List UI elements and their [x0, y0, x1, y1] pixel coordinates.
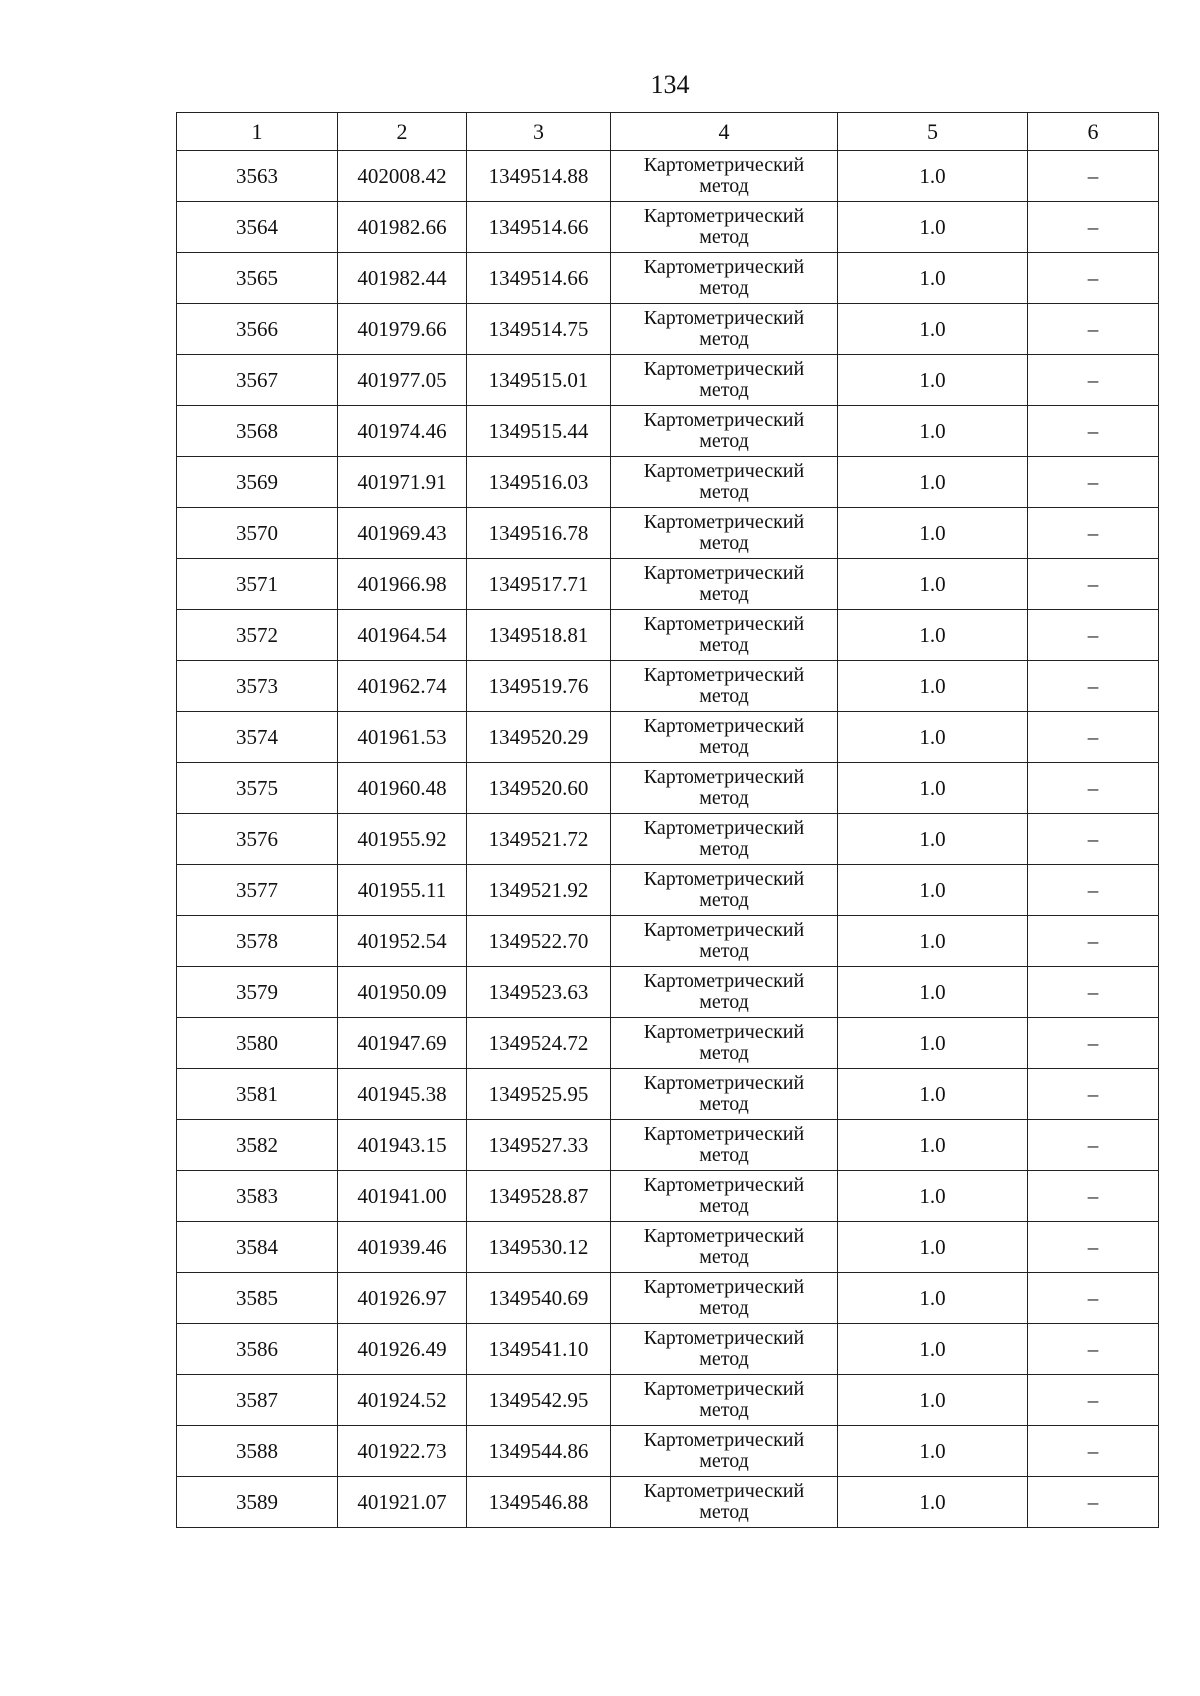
method-line-2: метод: [699, 1246, 749, 1268]
method-line-1: Картометрический: [643, 1378, 805, 1400]
point-number-cell: 3577: [177, 865, 338, 916]
method-line-1: Картометрический: [643, 1174, 805, 1196]
method-line-1: Картометрический: [643, 1072, 805, 1094]
note-cell: –: [1028, 1477, 1159, 1528]
method-line-2: метод: [699, 991, 749, 1013]
precision-cell: 1.0: [838, 1018, 1028, 1069]
point-number-cell: 3583: [177, 1171, 338, 1222]
note-cell: –: [1028, 1069, 1159, 1120]
method-cell: [611, 661, 838, 712]
method-cell: [611, 1324, 838, 1375]
point-number-cell: 3576: [177, 814, 338, 865]
method-line-1: Картометрический: [643, 613, 805, 635]
x-coordinate-cell: 401922.73: [338, 1426, 467, 1477]
method-line-1: Картометрический: [643, 358, 805, 380]
note-cell: –: [1028, 1426, 1159, 1477]
x-coordinate-cell: 401950.09: [338, 967, 467, 1018]
method-cell: [611, 151, 838, 202]
x-coordinate-cell: 401974.46: [338, 406, 467, 457]
method-line-2: метод: [699, 481, 749, 503]
x-coordinate-cell: 401982.44: [338, 253, 467, 304]
table-row: [177, 1375, 1159, 1426]
note-cell: –: [1028, 559, 1159, 610]
precision-cell: 1.0: [838, 865, 1028, 916]
note-cell: –: [1028, 253, 1159, 304]
x-coordinate-cell: 401960.48: [338, 763, 467, 814]
method-line-2: метод: [699, 430, 749, 452]
y-coordinate-cell: 1349524.72: [467, 1018, 611, 1069]
method-cell: [611, 763, 838, 814]
table-row: [177, 610, 1159, 661]
method-line-1: Картометрический: [643, 511, 805, 533]
method-line-1: Картометрический: [643, 817, 805, 839]
y-coordinate-cell: 1349546.88: [467, 1477, 611, 1528]
method-line-1: Картометрический: [643, 562, 805, 584]
column-header: 6: [1028, 113, 1159, 151]
method-line-1: Картометрический: [643, 1480, 805, 1502]
note-cell: –: [1028, 1222, 1159, 1273]
method-cell: [611, 1273, 838, 1324]
x-coordinate-cell: 401926.97: [338, 1273, 467, 1324]
method-line-1: Картометрический: [643, 1225, 805, 1247]
y-coordinate-cell: 1349522.70: [467, 916, 611, 967]
method-line-1: Картометрический: [643, 919, 805, 941]
x-coordinate-cell: 401979.66: [338, 304, 467, 355]
method-line-2: метод: [699, 1042, 749, 1064]
method-line-2: метод: [699, 175, 749, 197]
method-line-2: метод: [699, 1348, 749, 1370]
note-cell: –: [1028, 1324, 1159, 1375]
method-line-1: Картометрический: [643, 460, 805, 482]
table-row: [177, 304, 1159, 355]
y-coordinate-cell: 1349518.81: [467, 610, 611, 661]
method-line-2: метод: [699, 1144, 749, 1166]
y-coordinate-cell: 1349525.95: [467, 1069, 611, 1120]
x-coordinate-cell: 402008.42: [338, 151, 467, 202]
precision-cell: 1.0: [838, 814, 1028, 865]
point-number-cell: 3581: [177, 1069, 338, 1120]
method-cell: [611, 202, 838, 253]
table-row: [177, 967, 1159, 1018]
table-row: [177, 355, 1159, 406]
table-body: [177, 151, 1159, 1528]
precision-cell: 1.0: [838, 457, 1028, 508]
y-coordinate-cell: 1349520.60: [467, 763, 611, 814]
table-row: [177, 712, 1159, 763]
y-coordinate-cell: 1349542.95: [467, 1375, 611, 1426]
y-coordinate-cell: 1349517.71: [467, 559, 611, 610]
point-number-cell: 3573: [177, 661, 338, 712]
method-line-1: Картометрический: [643, 766, 805, 788]
method-cell: [611, 865, 838, 916]
method-cell: [611, 304, 838, 355]
method-cell: [611, 457, 838, 508]
y-coordinate-cell: 1349523.63: [467, 967, 611, 1018]
point-number-cell: 3571: [177, 559, 338, 610]
coordinates-table: [176, 112, 1159, 1528]
note-cell: –: [1028, 661, 1159, 712]
note-cell: –: [1028, 712, 1159, 763]
method-cell: [611, 253, 838, 304]
table-row: [177, 1120, 1159, 1171]
table-row: [177, 661, 1159, 712]
point-number-cell: 3568: [177, 406, 338, 457]
precision-cell: 1.0: [838, 151, 1028, 202]
method-line-2: метод: [699, 328, 749, 350]
precision-cell: 1.0: [838, 1426, 1028, 1477]
method-cell: [611, 1222, 838, 1273]
point-number-cell: 3574: [177, 712, 338, 763]
precision-cell: 1.0: [838, 661, 1028, 712]
point-number-cell: 3575: [177, 763, 338, 814]
method-line-2: метод: [699, 1195, 749, 1217]
method-line-2: метод: [699, 1501, 749, 1523]
method-line-2: метод: [699, 277, 749, 299]
x-coordinate-cell: 401966.98: [338, 559, 467, 610]
table-row: [177, 916, 1159, 967]
method-line-2: метод: [699, 634, 749, 656]
y-coordinate-cell: 1349515.44: [467, 406, 611, 457]
method-line-1: Картометрический: [643, 715, 805, 737]
method-line-2: метод: [699, 379, 749, 401]
precision-cell: 1.0: [838, 1477, 1028, 1528]
point-number-cell: 3564: [177, 202, 338, 253]
x-coordinate-cell: 401964.54: [338, 610, 467, 661]
point-number-cell: 3569: [177, 457, 338, 508]
point-number-cell: 3570: [177, 508, 338, 559]
note-cell: –: [1028, 967, 1159, 1018]
precision-cell: 1.0: [838, 508, 1028, 559]
method-cell: [611, 814, 838, 865]
point-number-cell: 3589: [177, 1477, 338, 1528]
column-header: 5: [838, 113, 1028, 151]
method-line-1: Картометрический: [643, 1123, 805, 1145]
table-row: [177, 253, 1159, 304]
x-coordinate-cell: 401961.53: [338, 712, 467, 763]
method-cell: [611, 712, 838, 763]
precision-cell: 1.0: [838, 610, 1028, 661]
note-cell: –: [1028, 1171, 1159, 1222]
note-cell: –: [1028, 406, 1159, 457]
page-number: 134: [650, 70, 690, 99]
method-cell: [611, 508, 838, 559]
table-row: [177, 865, 1159, 916]
point-number-cell: 3567: [177, 355, 338, 406]
x-coordinate-cell: 401977.05: [338, 355, 467, 406]
point-number-cell: 3584: [177, 1222, 338, 1273]
table-row: [177, 151, 1159, 202]
note-cell: –: [1028, 508, 1159, 559]
method-line-1: Картометрический: [643, 307, 805, 329]
point-number-cell: 3565: [177, 253, 338, 304]
column-header: 4: [611, 113, 838, 151]
note-cell: –: [1028, 814, 1159, 865]
method-cell: [611, 559, 838, 610]
y-coordinate-cell: 1349544.86: [467, 1426, 611, 1477]
table-row: [177, 406, 1159, 457]
x-coordinate-cell: 401945.38: [338, 1069, 467, 1120]
point-number-cell: 3566: [177, 304, 338, 355]
point-number-cell: 3579: [177, 967, 338, 1018]
method-line-2: метод: [699, 787, 749, 809]
table-row: [177, 763, 1159, 814]
point-number-cell: 3572: [177, 610, 338, 661]
y-coordinate-cell: 1349516.03: [467, 457, 611, 508]
method-line-1: Картометрический: [643, 205, 805, 227]
x-coordinate-cell: 401926.49: [338, 1324, 467, 1375]
note-cell: –: [1028, 1273, 1159, 1324]
method-line-1: Картометрический: [643, 256, 805, 278]
table-row: [177, 1426, 1159, 1477]
precision-cell: 1.0: [838, 1273, 1028, 1324]
method-line-2: метод: [699, 1297, 749, 1319]
method-cell: [611, 610, 838, 661]
y-coordinate-cell: 1349527.33: [467, 1120, 611, 1171]
method-cell: [611, 406, 838, 457]
point-number-cell: 3563: [177, 151, 338, 202]
x-coordinate-cell: 401947.69: [338, 1018, 467, 1069]
y-coordinate-cell: 1349521.72: [467, 814, 611, 865]
y-coordinate-cell: 1349521.92: [467, 865, 611, 916]
y-coordinate-cell: 1349541.10: [467, 1324, 611, 1375]
point-number-cell: 3588: [177, 1426, 338, 1477]
y-coordinate-cell: 1349515.01: [467, 355, 611, 406]
table-row: [177, 1069, 1159, 1120]
table-row: [177, 814, 1159, 865]
note-cell: –: [1028, 1018, 1159, 1069]
method-line-1: Картометрический: [643, 154, 805, 176]
x-coordinate-cell: 401941.00: [338, 1171, 467, 1222]
note-cell: –: [1028, 610, 1159, 661]
x-coordinate-cell: 401955.92: [338, 814, 467, 865]
point-number-cell: 3585: [177, 1273, 338, 1324]
method-line-2: метод: [699, 226, 749, 248]
note-cell: –: [1028, 1375, 1159, 1426]
method-line-2: метод: [699, 1450, 749, 1472]
note-cell: –: [1028, 457, 1159, 508]
method-cell: [611, 916, 838, 967]
point-number-cell: 3586: [177, 1324, 338, 1375]
column-header: 3: [467, 113, 611, 151]
table-header-row: [177, 113, 1159, 151]
precision-cell: 1.0: [838, 202, 1028, 253]
precision-cell: 1.0: [838, 253, 1028, 304]
table-row: [177, 559, 1159, 610]
point-number-cell: 3587: [177, 1375, 338, 1426]
x-coordinate-cell: 401921.07: [338, 1477, 467, 1528]
method-line-1: Картометрический: [643, 1429, 805, 1451]
method-cell: [611, 1171, 838, 1222]
x-coordinate-cell: 401939.46: [338, 1222, 467, 1273]
precision-cell: 1.0: [838, 406, 1028, 457]
table-row: [177, 1324, 1159, 1375]
y-coordinate-cell: 1349528.87: [467, 1171, 611, 1222]
precision-cell: 1.0: [838, 355, 1028, 406]
method-line-1: Картометрический: [643, 868, 805, 890]
method-line-2: метод: [699, 838, 749, 860]
method-cell: [611, 1069, 838, 1120]
precision-cell: 1.0: [838, 1324, 1028, 1375]
method-line-2: метод: [699, 1093, 749, 1115]
method-line-1: Картометрический: [643, 1276, 805, 1298]
method-cell: [611, 1426, 838, 1477]
table-row: [177, 508, 1159, 559]
note-cell: –: [1028, 1120, 1159, 1171]
precision-cell: 1.0: [838, 1120, 1028, 1171]
y-coordinate-cell: 1349520.29: [467, 712, 611, 763]
precision-cell: 1.0: [838, 1069, 1028, 1120]
precision-cell: 1.0: [838, 712, 1028, 763]
table-row: [177, 1171, 1159, 1222]
precision-cell: 1.0: [838, 1375, 1028, 1426]
precision-cell: 1.0: [838, 559, 1028, 610]
y-coordinate-cell: 1349514.75: [467, 304, 611, 355]
note-cell: –: [1028, 304, 1159, 355]
x-coordinate-cell: 401952.54: [338, 916, 467, 967]
x-coordinate-cell: 401924.52: [338, 1375, 467, 1426]
table-row: [177, 202, 1159, 253]
table-row: [177, 1273, 1159, 1324]
precision-cell: 1.0: [838, 967, 1028, 1018]
method-line-2: метод: [699, 532, 749, 554]
method-line-2: метод: [699, 583, 749, 605]
table-row: [177, 1018, 1159, 1069]
note-cell: –: [1028, 763, 1159, 814]
precision-cell: 1.0: [838, 763, 1028, 814]
precision-cell: 1.0: [838, 1222, 1028, 1273]
note-cell: –: [1028, 151, 1159, 202]
table-row: [177, 1222, 1159, 1273]
table-row: [177, 1477, 1159, 1528]
method-line-1: Картометрический: [643, 1021, 805, 1043]
x-coordinate-cell: 401962.74: [338, 661, 467, 712]
method-cell: [611, 1120, 838, 1171]
point-number-cell: 3578: [177, 916, 338, 967]
x-coordinate-cell: 401955.11: [338, 865, 467, 916]
method-line-2: метод: [699, 685, 749, 707]
method-line-1: Картометрический: [643, 664, 805, 686]
method-line-2: метод: [699, 889, 749, 911]
method-cell: [611, 967, 838, 1018]
method-line-2: метод: [699, 1399, 749, 1421]
y-coordinate-cell: 1349514.88: [467, 151, 611, 202]
table-row: [177, 457, 1159, 508]
method-line-2: метод: [699, 736, 749, 758]
point-number-cell: 3580: [177, 1018, 338, 1069]
y-coordinate-cell: 1349530.12: [467, 1222, 611, 1273]
column-header: 2: [338, 113, 467, 151]
column-header: 1: [177, 113, 338, 151]
point-number-cell: 3582: [177, 1120, 338, 1171]
x-coordinate-cell: 401982.66: [338, 202, 467, 253]
note-cell: –: [1028, 355, 1159, 406]
y-coordinate-cell: 1349540.69: [467, 1273, 611, 1324]
y-coordinate-cell: 1349514.66: [467, 202, 611, 253]
method-line-1: Картометрический: [643, 970, 805, 992]
x-coordinate-cell: 401969.43: [338, 508, 467, 559]
y-coordinate-cell: 1349519.76: [467, 661, 611, 712]
method-cell: [611, 1375, 838, 1426]
method-cell: [611, 355, 838, 406]
precision-cell: 1.0: [838, 1171, 1028, 1222]
x-coordinate-cell: 401943.15: [338, 1120, 467, 1171]
note-cell: –: [1028, 916, 1159, 967]
method-cell: [611, 1477, 838, 1528]
note-cell: –: [1028, 202, 1159, 253]
x-coordinate-cell: 401971.91: [338, 457, 467, 508]
precision-cell: 1.0: [838, 304, 1028, 355]
precision-cell: 1.0: [838, 916, 1028, 967]
y-coordinate-cell: 1349514.66: [467, 253, 611, 304]
method-cell: [611, 1018, 838, 1069]
note-cell: –: [1028, 865, 1159, 916]
y-coordinate-cell: 1349516.78: [467, 508, 611, 559]
method-line-1: Картометрический: [643, 409, 805, 431]
method-line-2: метод: [699, 940, 749, 962]
method-line-1: Картометрический: [643, 1327, 805, 1349]
